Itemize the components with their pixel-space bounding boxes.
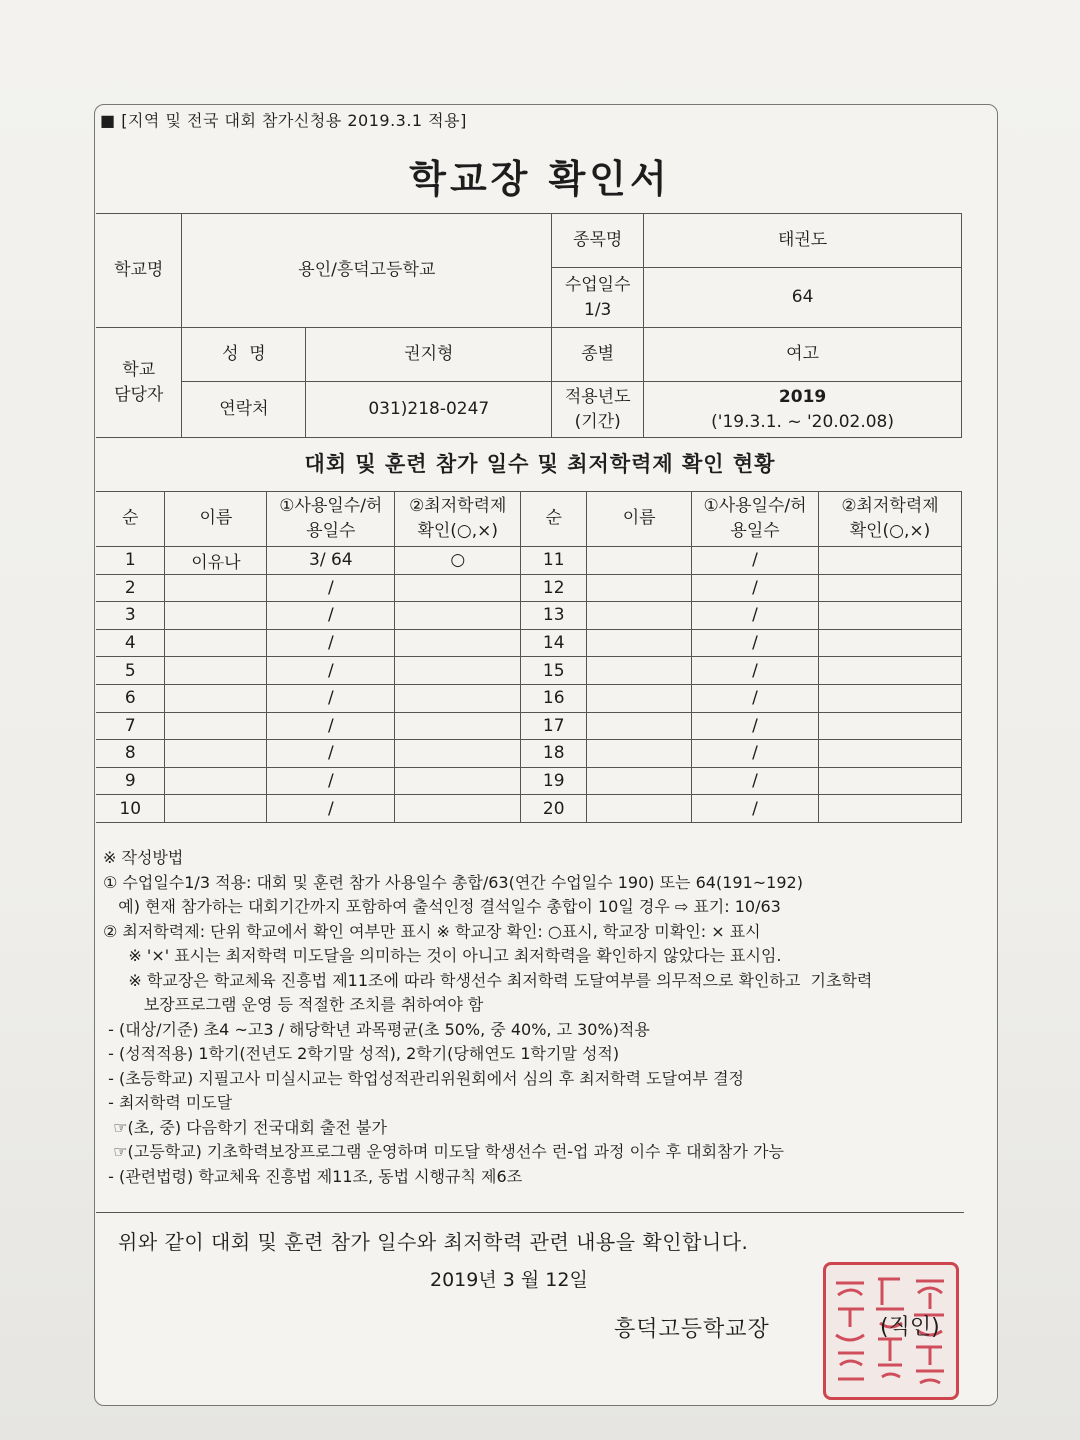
header-days: ①사용일수/허 용일수 bbox=[267, 492, 395, 547]
row-no-right: 17 bbox=[521, 712, 587, 740]
table-row bbox=[96, 740, 962, 768]
row-no-right: 15 bbox=[521, 657, 587, 685]
row-name-right bbox=[587, 740, 692, 768]
row-check-right bbox=[819, 795, 962, 823]
note-line: - (성적적용) 1학기(전년도 2학기말 성적), 2학기(당해연도 1학기말 성적) bbox=[103, 1044, 620, 1063]
days-value: 64 bbox=[644, 268, 962, 328]
table-row bbox=[96, 574, 962, 602]
row-no: 9 bbox=[96, 767, 165, 795]
table-row bbox=[96, 602, 962, 630]
row-name: 이유나 bbox=[165, 547, 267, 575]
row-days-right: / bbox=[692, 712, 819, 740]
days-label: 수업일수 1/3 bbox=[552, 268, 644, 328]
row-name-right bbox=[587, 629, 692, 657]
gender-label: 종별 bbox=[552, 328, 644, 382]
table-row bbox=[96, 629, 962, 657]
row-check-right bbox=[819, 602, 962, 630]
row-days-right: / bbox=[692, 574, 819, 602]
divider bbox=[96, 1212, 964, 1213]
row-name-right bbox=[587, 657, 692, 685]
page-title: 학교장 확인서 bbox=[409, 157, 671, 201]
header-check-right: ②최저학력제 확인(○,×) bbox=[819, 492, 962, 547]
row-days: / bbox=[267, 602, 395, 630]
row-name bbox=[165, 629, 267, 657]
row-no-right: 13 bbox=[521, 602, 587, 630]
row-name bbox=[165, 795, 267, 823]
note-line: ☞(고등학교) 기초학력보장프로그램 운영하며 미도달 학생선수 런-업 과정 이수 후 대회참가 가능 bbox=[103, 1142, 784, 1161]
row-no: 8 bbox=[96, 740, 165, 768]
note-line: ② 최저학력제: 단위 학교에서 확인 여부만 표시 ※ 학교장 확인: ○표시, 학교장 미확인: × 표시 bbox=[103, 921, 761, 941]
note-line: 보장프로그램 운영 등 적절한 조치를 취하여야 함 bbox=[103, 995, 484, 1014]
header-no-right: 순 bbox=[521, 492, 587, 547]
header-tag: ■ [지역 및 전국 대회 참가신청용 2019.3.1 적용] bbox=[100, 111, 467, 130]
year-value: 2019 bbox=[778, 386, 827, 407]
row-no-right: 11 bbox=[521, 547, 587, 575]
header-days-right: ①사용일수/허 용일수 bbox=[692, 492, 819, 547]
row-days-right: / bbox=[692, 657, 819, 685]
note-line: - (대상/기준) 초4 ~고3 / 해당학년 과목평균(초 50%, 중 40%, 고 30%)적용 bbox=[103, 1019, 650, 1039]
row-days: / bbox=[267, 684, 395, 712]
row-name bbox=[165, 602, 267, 630]
row-name bbox=[165, 712, 267, 740]
gender-value: 여고 bbox=[644, 328, 962, 382]
instructions bbox=[103, 846, 973, 1189]
row-days: / bbox=[267, 740, 395, 768]
seal-label: (직인) bbox=[880, 1315, 940, 1340]
manager-label: 학교 담당자 bbox=[96, 328, 182, 438]
note-line: - 최저학력 미도달 bbox=[103, 1093, 233, 1112]
row-name bbox=[165, 657, 267, 685]
row-no: 3 bbox=[96, 602, 165, 630]
row-name-right bbox=[587, 602, 692, 630]
confirm-text: 위와 같이 대회 및 훈련 참가 일수와 최저학력 관련 내용을 확인합니다. bbox=[118, 1230, 749, 1254]
year-cell bbox=[644, 382, 962, 438]
table-row bbox=[96, 795, 962, 823]
row-name-right bbox=[587, 684, 692, 712]
date: 2019년 3 월 12일 bbox=[430, 1269, 588, 1291]
row-days: 3/ 64 bbox=[267, 547, 395, 575]
row-check: ○ bbox=[395, 547, 521, 575]
row-name bbox=[165, 740, 267, 768]
row-days-right: / bbox=[692, 795, 819, 823]
table-row bbox=[96, 547, 962, 575]
row-days-right: / bbox=[692, 629, 819, 657]
note-line: - (관련법령) 학교체육 진흥법 제11조, 동법 시행규칙 제6조 bbox=[103, 1166, 523, 1186]
school-label: 학교명 bbox=[96, 214, 182, 328]
row-name-right bbox=[587, 795, 692, 823]
row-days-right: / bbox=[692, 740, 819, 768]
row-check bbox=[395, 712, 521, 740]
row-check bbox=[395, 740, 521, 768]
row-days: / bbox=[267, 712, 395, 740]
row-check-right bbox=[819, 547, 962, 575]
row-check-right bbox=[819, 657, 962, 685]
row-days-right: / bbox=[692, 547, 819, 575]
year-period: ('19.3.1. ~ '20.02.08) bbox=[711, 411, 894, 432]
row-name bbox=[165, 767, 267, 795]
row-no-right: 14 bbox=[521, 629, 587, 657]
note-line: ※ '×' 표시는 최저학력 미도달을 의미하는 것이 아니고 최저학력을 확인하지 않았다는 표시임. bbox=[103, 946, 782, 965]
row-name-right bbox=[587, 547, 692, 575]
info-table bbox=[96, 213, 962, 438]
row-name bbox=[165, 574, 267, 602]
row-days-right: / bbox=[692, 767, 819, 795]
header-check: ②최저학력제 확인(○,×) bbox=[395, 492, 521, 547]
contact-label: 연락처 bbox=[182, 382, 306, 438]
table-row bbox=[96, 657, 962, 685]
row-name-right bbox=[587, 712, 692, 740]
row-check bbox=[395, 795, 521, 823]
row-check-right bbox=[819, 684, 962, 712]
row-days: / bbox=[267, 629, 395, 657]
row-check-right bbox=[819, 740, 962, 768]
sport-label: 종목명 bbox=[552, 214, 644, 268]
row-check bbox=[395, 684, 521, 712]
note-line: ① 수업일수1/3 적용: 대회 및 훈련 참가 사용일수 총합/63(연간 수업일수 190) 또는 64(191~192) bbox=[103, 872, 803, 892]
row-days: / bbox=[267, 574, 395, 602]
sport-value: 태권도 bbox=[644, 214, 962, 268]
row-check-right bbox=[819, 712, 962, 740]
row-name-right bbox=[587, 767, 692, 795]
row-days-right: / bbox=[692, 602, 819, 630]
school-value: 용인/흥덕고등학교 bbox=[182, 214, 552, 328]
name-label: 성 명 bbox=[182, 328, 306, 382]
row-no-right: 12 bbox=[521, 574, 587, 602]
row-check-right bbox=[819, 629, 962, 657]
contact-value: 031)218-0247 bbox=[306, 382, 552, 438]
row-no: 1 bbox=[96, 547, 165, 575]
row-name bbox=[165, 684, 267, 712]
row-check bbox=[395, 629, 521, 657]
name-value: 권지형 bbox=[306, 328, 552, 382]
row-days-right: / bbox=[692, 684, 819, 712]
row-no-right: 20 bbox=[521, 795, 587, 823]
row-check bbox=[395, 602, 521, 630]
header-name-right: 이름 bbox=[587, 492, 692, 547]
section-title: 대회 및 훈련 참가 일수 및 최저학력제 확인 현황 bbox=[304, 452, 776, 476]
row-days: / bbox=[267, 795, 395, 823]
participation-table bbox=[96, 491, 962, 823]
row-check bbox=[395, 574, 521, 602]
year-label: 적용년도 (기간) bbox=[552, 382, 644, 438]
row-no: 5 bbox=[96, 657, 165, 685]
row-no-right: 16 bbox=[521, 684, 587, 712]
row-no: 2 bbox=[96, 574, 165, 602]
header-name: 이름 bbox=[165, 492, 267, 547]
row-check bbox=[395, 657, 521, 685]
row-no: 6 bbox=[96, 684, 165, 712]
row-no: 7 bbox=[96, 712, 165, 740]
note-line: ※ 작성방법 bbox=[103, 848, 184, 867]
row-no-right: 19 bbox=[521, 767, 587, 795]
row-no: 10 bbox=[96, 795, 165, 823]
row-days: / bbox=[267, 767, 395, 795]
table-row bbox=[96, 767, 962, 795]
row-no: 4 bbox=[96, 629, 165, 657]
row-name-right bbox=[587, 574, 692, 602]
note-line: 예) 현재 참가하는 대회기간까지 포함하여 출석인정 결석일수 총합이 10일 경우 ⇨ 표기: 10/63 bbox=[103, 897, 781, 916]
note-line: - (초등학교) 지필고사 미실시교는 학업성적관리위원회에서 심의 후 최저학력 도달여부 결정 bbox=[103, 1068, 744, 1088]
row-check-right bbox=[819, 574, 962, 602]
header-no: 순 bbox=[96, 492, 165, 547]
table-row bbox=[96, 684, 962, 712]
note-line: ※ 학교장은 학교체육 진흥법 제11조에 따라 학생선수 최저학력 도달여부를 의무적으로 확인하고 기초학력 bbox=[103, 970, 873, 990]
row-no-right: 18 bbox=[521, 740, 587, 768]
row-check bbox=[395, 767, 521, 795]
signer: 흥덕고등학교장 bbox=[614, 1317, 770, 1342]
row-days: / bbox=[267, 657, 395, 685]
table-row bbox=[96, 712, 962, 740]
note-line: ☞(초, 중) 다음학기 전국대회 출전 불가 bbox=[103, 1117, 387, 1137]
row-check-right bbox=[819, 767, 962, 795]
